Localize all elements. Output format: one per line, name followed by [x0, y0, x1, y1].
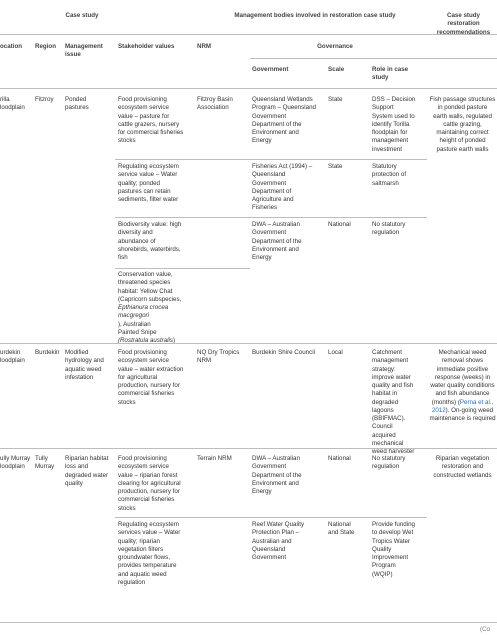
row3-role-2: Provide funding to develop Wet Tropics Water Quality Improvement Program (WQIP) [372, 521, 415, 578]
row2-role-1: Catchment management strategy: improve water quality and fish habitat in degraded lagoons (BBIFMAC). Council acquired mechanical weed harvester [372, 349, 415, 455]
row1-scale-3: National [328, 221, 351, 228]
row2-location: urdekin loodplain [0, 349, 25, 365]
row1-value-3: Biodiversity value: high diversity and abundance of shorebirds, waterbirds, fish [118, 221, 182, 261]
row2-region: Burdekin [35, 349, 60, 356]
row1-value-1: Food provisioning ecosystem service value – pasture for cattle grazers, nursery for commercial fisheries stocks [118, 96, 184, 145]
row1-gov-2: Fisheries Act (1994) – Queensland Government Department of Agriculture and Fisheries [252, 163, 313, 212]
divider [115, 217, 427, 218]
header-recommendations: Case study restoration recommendations [436, 12, 491, 36]
row3-gov-2: Reef Water Quality Protection Plan – Australian and Queensland Government [252, 521, 305, 561]
row1-nrm: Fitzroy Basin Association [197, 96, 233, 112]
row1-gov-1: Queensland Wetlands Program – Queensland Government Department of the Environment and Energy [252, 96, 316, 145]
row1-recommendation: Fish passage structures in ponded pasture earth walls, regulated cattle grazing, maintaining correct height of ponded pasture earth walls [429, 96, 496, 153]
row2-gov-1: Burdekin Shire Council [252, 349, 315, 356]
header-scale: Scale [328, 66, 345, 73]
row3-value-2: Regulating ecosystem services value – Water quality; riparian vegetation filters groundwater flows, provides temperature and aquatic weed regulation [118, 521, 181, 586]
row3-scale-2: National and State [328, 521, 355, 537]
header-stakeholder-values: Stakeholder values [118, 43, 175, 50]
row1-scale-2: State [328, 163, 343, 170]
header-location: ocation [0, 43, 23, 50]
row2-value-1: Food provisioning ecosystem service value – water extraction for agricultural production, nursery for commercial fisheries stocks [118, 349, 184, 406]
row3-region: Tully Murray [35, 455, 55, 471]
row1-issue: Ponded pastures [65, 96, 89, 112]
row2-scale-1: Local [328, 349, 343, 356]
continued-marker: (Co [480, 626, 490, 633]
divider [0, 88, 497, 89]
row1-value-4: Conservation value, threatened species habitat: Yellow Chat (Capricorn subspecies, Epthianura crocea macgregori ), Australian Painted Snipe (Rostratula australis) [118, 271, 182, 344]
header-management-issue: Management issue [65, 43, 103, 59]
row3-gov-1: DWA – Australian Government Department of the Environment and Energy [252, 455, 302, 495]
divider [250, 58, 497, 59]
row3-role-1: No statutory regulation [372, 455, 406, 471]
divider [115, 517, 427, 518]
row1-region: Fitzroy [35, 96, 54, 103]
row3-value-1: Food provisioning ecosystem service value – riparian forest clearing for agricultural production, nursery for commercial fisheries stocks [118, 455, 181, 512]
header-role: Role in case study [372, 66, 409, 82]
row1-location: rilla loodplain [0, 96, 25, 112]
header-region: Region [35, 43, 56, 50]
row3-scale-1: National [328, 455, 351, 462]
row1-role-1: DSS – Decision Support System used to identify Torilla floodplain for management investment [372, 96, 416, 153]
divider [0, 34, 497, 35]
divider [0, 448, 497, 449]
row2-nrm: NQ Dry Tropics NRM [197, 349, 240, 365]
row2-issue: Modified hydrology and aquatic weed infestation [65, 349, 104, 381]
divider [115, 159, 427, 160]
divider [0, 622, 497, 623]
row1-role-3: No statutory regulation [372, 221, 406, 237]
row2-recommendation: Mechanical weed removal shows immediate positive response (weeks) in water quality conditions and fish abundance (months) (Perna et al., 2012). On-going weed maintenance is required [429, 349, 496, 422]
header-governance: Governance [317, 43, 353, 50]
row1-role-2: Statutory protection of saltmarsh [372, 163, 407, 187]
divider [115, 268, 250, 269]
reference-link[interactable]: Perna et al., 2012 [431, 398, 494, 414]
header-nrm: NRM [197, 43, 212, 50]
header-government: Government [252, 66, 289, 73]
header-case-study: Case study [65, 12, 99, 19]
row3-issue: Riparian habitat loss and degraded water quality [65, 455, 109, 487]
header-management-bodies: Management bodies involved in restoration case study [234, 12, 396, 19]
divider [0, 343, 497, 344]
row3-location: ully Murray loodplain [0, 455, 31, 471]
row3-recommendation: Riparian vegetation restoration and constructed wetlands [433, 455, 492, 479]
row1-gov-3: DWA – Australian Government Department of the Environment and Energy [252, 221, 302, 261]
row1-scale-1: State [328, 96, 343, 103]
row1-value-2: Regulating ecosystem service value – Water quality; ponded pastures can retain sediments, filter water [118, 163, 179, 203]
row3-nrm: Terrain NRM [197, 455, 232, 462]
